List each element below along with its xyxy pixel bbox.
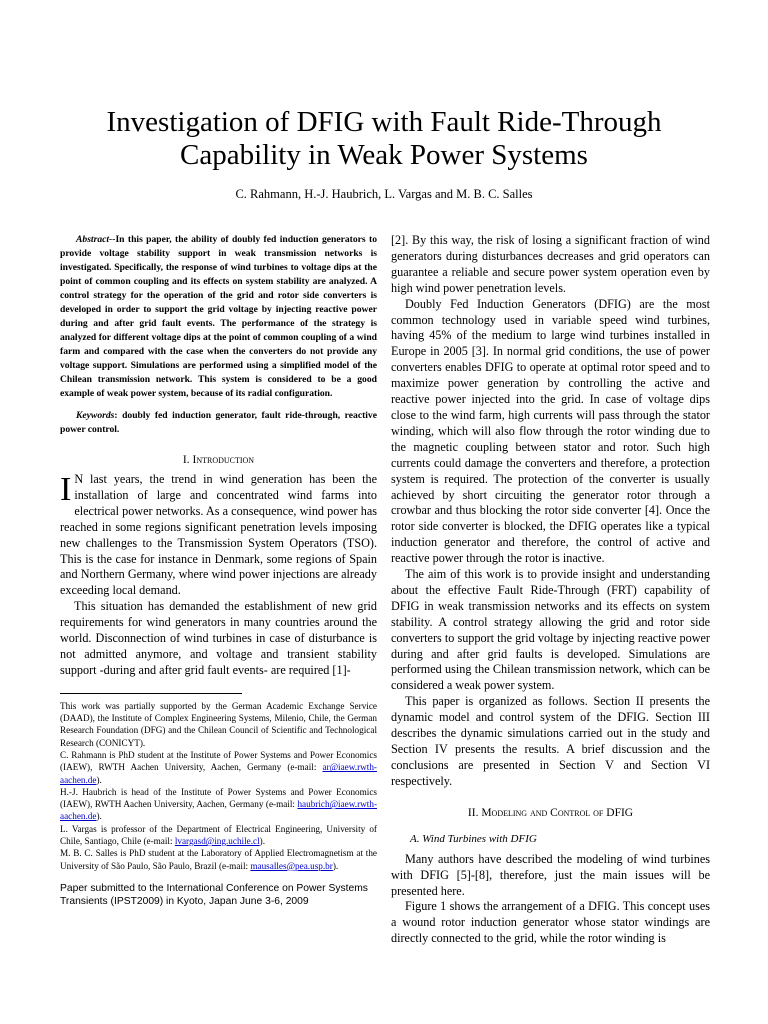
right-paragraph-4: Many authors have described the modeling of wind turbines with DFIG [5]-[8], therefore, just the main issues will be presented here. (391, 851, 710, 898)
abstract (60, 233, 377, 401)
email-link-salles[interactable]: mausalles@pea.usp.br (250, 860, 333, 871)
title-line-1: Investigation of DFIG with Fault Ride-Through (106, 106, 662, 138)
keywords (60, 409, 377, 437)
right-paragraph-5: Figure 1 shows the arrangement of a DFIG. This concept uses a wound rotor induction generator whose stator windings are directly connected to the grid, while the rotor winding is (391, 899, 710, 946)
footnote-vargas (60, 823, 377, 848)
footnote-haubrich-text: H.-J. Haubrich is head of the Institute of Power Systems and Power Economics (IAEW), RWTH Aachen University, Aachen, Germany (e-mail: (60, 786, 377, 810)
right-paragraph-0: [2]. By this way, the risk of losing a significant fraction of wind generators during disturbances decreases and grid operators can guarantee a reliable and secure power system operation even by high wind power penetration levels. (391, 233, 710, 295)
left-column (60, 233, 377, 908)
footnote-close: ). (96, 774, 102, 785)
right-paragraph-3: This paper is organized as follows. Section II presents the dynamic model and control system of the DFIG. Section III describes the dynamic simulations carried out in the study and Section IV presents the results. A brief discussion and the conclusions are presented in Section V and Section VI respectively. (391, 694, 710, 788)
footnote-rahmann-text: C. Rahmann is PhD student at the Institute of Power Systems and Power Economics (IAEW), RWTH Aachen University, Aachen, Germany (e-mail: (60, 749, 377, 773)
right-paragraph-1: Doubly Fed Induction Generators (DFIG) are the most common technology used in variable speed wind turbines, having 45% of the medium to large wind turbines installed in Europe in 2005 [3]. In normal grid conditions, the use of power converters enables DFIG to operate at optimal rotor speed and to maximize power generation by controlling the active and reactive power injected into the grid. In case of voltage dips close to the wind farm, high currents will pass through the stator winding, which will also flow through the rotor winding due to the magnetic coupling between stator and rotor. Such high currents could damage the converters and therefore, a protection system is required. The protection of the converter is usually achieved by short circuiting the generator rotor through a crowbar and thus blocking the rotor side converter [4]. Once the rotor side converter is blocked, the DFIG operates like a typical induction generator and therefore, the control of active and reactive power through the rotor is inactive. (391, 296, 710, 566)
email-link-haubrich[interactable]: haubrich@iaew.rwth-aachen.de (60, 799, 377, 822)
email-link-vargas[interactable]: lvargasd@ing.uchile.cl (174, 836, 260, 847)
section-heading-modeling: II. Modeling and Control of DFIG (467, 806, 634, 819)
abstract-label: Abstract-- (76, 234, 116, 245)
footnote-vargas-text: L. Vargas is professor of the Department of Electrical Engineering, University of Chile, Santiago, Chile (e-mail: (60, 823, 377, 847)
right-column (391, 233, 710, 947)
footnote-close: ). (332, 860, 339, 871)
footnote-salles-text: M. B. C. Salles is PhD student at the Laboratory of Applied Electromagnetism at the University of São Paulo, São Paulo, Brazil (e-mail: (60, 848, 377, 871)
email-link-rahmann[interactable]: ar@iaew.rwth-aachen.de (60, 762, 377, 785)
section-heading-introduction: I. Introduction (182, 454, 255, 466)
right-paragraph-2: The aim of this work is to provide insight and understanding about the effective Fault Ride-Through (FRT) capability of DFIG in weak transmission networks and its effects on system stability. A control strategy allowing the grid and rotor side converters to support the grid voltage by injecting reactive power during and after grid faults is developed. Simulations are performed using the Chilean transmission network, which can be considered a weak power system. (391, 567, 710, 693)
keywords-text: : doubly fed induction generator, fault ride-through, reactive power control. (60, 410, 377, 435)
keywords-label: Keywords (76, 410, 115, 421)
intro-paragraph-1-text: N last years, the trend in wind generation has been the installation of large and concentrated wind farms into electrical power networks. As a consequence, wind power has reached in some regions significant penetration levels imposing new challenges to the Transmission System Operators (TSO). This is the case for instance in Denmark, some regions of Spain and Northern Germany, where wind power injections are already exceeding local demand. (60, 472, 377, 598)
footnote-close: ). (96, 811, 102, 822)
footnote-rahmann (60, 749, 377, 786)
footnote-divider (60, 693, 242, 694)
title-line-2: Capability in Weak Power Systems (180, 139, 588, 171)
paper-title (0, 106, 768, 172)
footnote-haubrich (60, 786, 377, 823)
drop-cap: I (60, 471, 72, 508)
intro-paragraph-1 (60, 472, 377, 599)
subsection-heading-wind-turbines: A. Wind Turbines with DFIG (410, 832, 537, 845)
abstract-text: In this paper, the ability of doubly fed induction generators to provide voltage stability support in weak transmission networks is investigated. Specifically, the response of wind turbines to voltage dips at the point of common coupling and its effects on system stability are analyzed. A control strategy for the operation of the grid and rotor side converters is developed in order to support the grid voltage by injecting reactive power during and after grid fault events. The performance of the strategy is analyzed for different voltage dips at the point of common coupling of a wind farm and compared with the case when the converters do not provide any voltage support. Simulations are performed using a simplified model of the Chilean transmission network. This system is considered to be a good example of weak power system, because of its radial configuration. (60, 234, 377, 399)
footnote-salles (60, 847, 377, 872)
authors: C. Rahmann, H.-J. Haubrich, L. Vargas and M. B. C. Salles (235, 187, 533, 201)
intro-paragraph-2: This situation has demanded the establishment of new grid requirements for wind generators in many countries around the world. Disconnection of wind turbines in case of disturbance is not admitted anymore, and voltage and transient stability support -during and after grid fault events- are required [1]- (60, 599, 377, 677)
submission-note: Paper submitted to the International Conference on Power Systems Transients (IPST2009) in Kyoto, Japan June 3-6, 2009 (60, 882, 368, 907)
footnote-close: ). (259, 836, 266, 847)
footnote-funding: This work was partially supported by the German Academic Exchange Service (DAAD), the Institute of Complex Engineering Systems, Milenio, Chile, the German Research Foundation (DFG) and the Chilean Council of Scientific and Technological Research (CONICYT). (60, 700, 377, 748)
